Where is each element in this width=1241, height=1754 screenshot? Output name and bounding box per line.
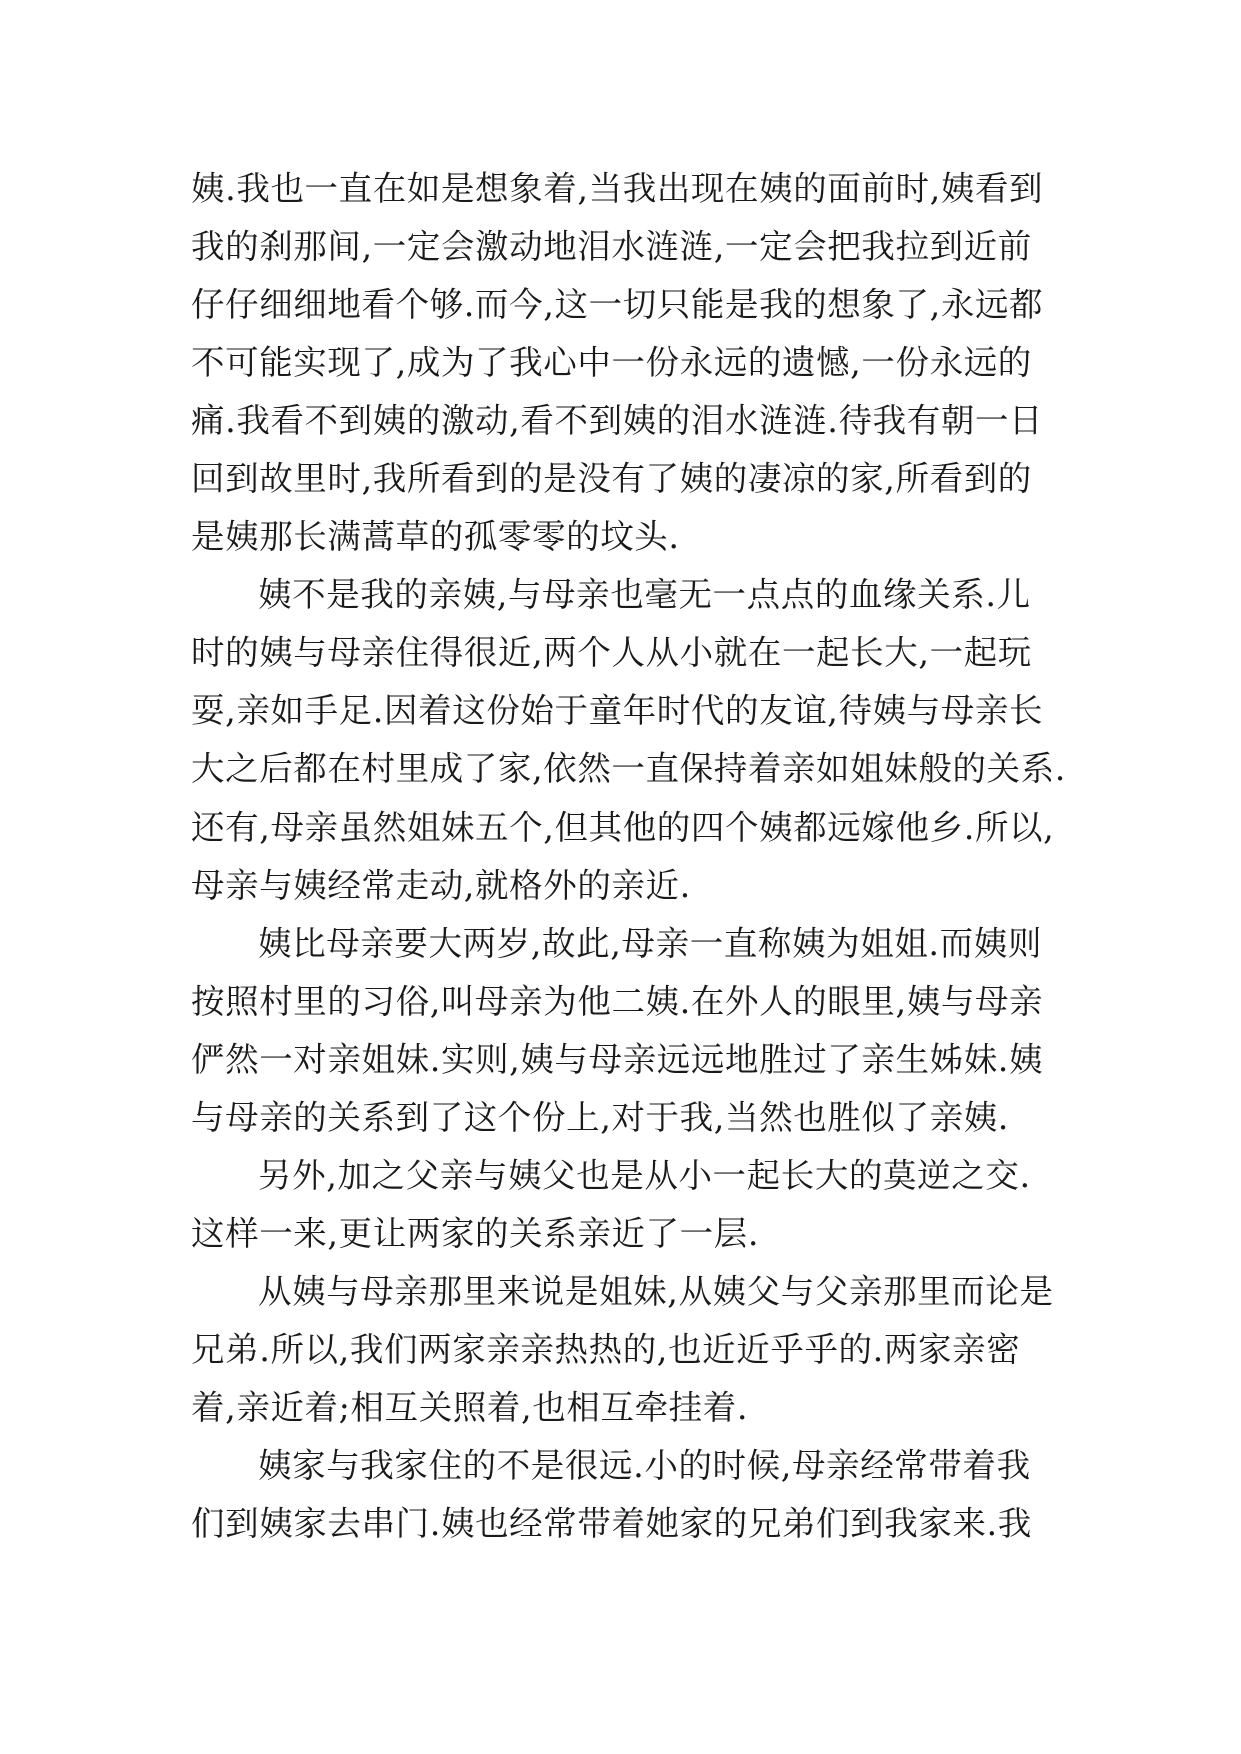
text-line: 着,亲近着;相互关照着,也相互牵挂着.: [191, 1387, 749, 1427]
body-text: [191, 160, 1071, 1553]
text-line: 与母亲的关系到了这个份上,对于我,当然也胜似了亲姨.: [191, 1097, 1010, 1137]
paragraph-first-line: 姨不是我的亲姨,与母亲也毫无一点点的血缘关系.儿: [258, 575, 1031, 615]
text-line: 时的姨与母亲住得很近,两个人从小就在一起长大,一起玩: [191, 633, 1032, 673]
text-line: 仔仔细细地看个够.而今,这一切只能是我的想象了,永远都: [191, 285, 1044, 325]
paragraph-first-line: 姨比母亲要大两岁,故此,母亲一直称姨为姐姐.而姨则: [258, 923, 1042, 963]
text-line: 按照村里的习俗,叫母亲为他二姨.在外人的眼里,姨与母亲: [191, 981, 1044, 1021]
paragraph-first-line: 姨家与我家住的不是很远.小的时候,母亲经常带着我: [258, 1446, 1031, 1486]
text-line: 母亲与姨经常走动,就格外的亲近.: [191, 865, 691, 905]
text-line: 我的刹那间,一定会激动地泪水涟涟,一定会把我拉到近前: [191, 227, 1032, 267]
text-line: 耍,亲如手足.因着这份始于童年时代的友谊,待姨与母亲长: [191, 691, 1044, 731]
paragraph-first-line: 另外,加之父亲与姨父也是从小一起长大的莫逆之交.: [258, 1155, 1031, 1195]
text-line: 这样一来,更让两家的关系亲近了一层.: [191, 1213, 760, 1253]
text-line: 们到姨家去串门.姨也经常带着她家的兄弟们到我家来.我: [191, 1504, 1032, 1544]
text-line: 大之后都在村里成了家,依然一直保持着亲如姐妹般的关系.: [191, 749, 1066, 789]
text-line: 回到故里时,我所看到的是没有了姨的凄凉的家,所看到的: [191, 459, 1032, 499]
text-line: 不可能实现了,成为了我心中一份永远的遗憾,一份永远的: [191, 343, 1032, 383]
text-line: 是姨那长满蒿草的孤零零的坟头.: [191, 517, 680, 557]
text-line: 姨.我也一直在如是想象着,当我出现在姨的面前时,姨看到: [191, 169, 1044, 208]
text-line: 还有,母亲虽然姐妹五个,但其他的四个姨都远嫁他乡.所以,: [191, 807, 1055, 847]
paragraph-first-line: 从姨与母亲那里来说是姐妹,从姨父与父亲那里而论是: [258, 1271, 1054, 1311]
text-line: 俨然一对亲姐妹.实则,姨与母亲远远地胜过了亲生姊妹.姨: [191, 1039, 1044, 1079]
text-line: 痛.我看不到姨的激动,看不到姨的泪水涟涟.待我有朝一日: [191, 401, 1044, 441]
text-line: 兄弟.所以,我们两家亲亲热热的,也近近乎乎的.两家亲密: [191, 1329, 1021, 1369]
